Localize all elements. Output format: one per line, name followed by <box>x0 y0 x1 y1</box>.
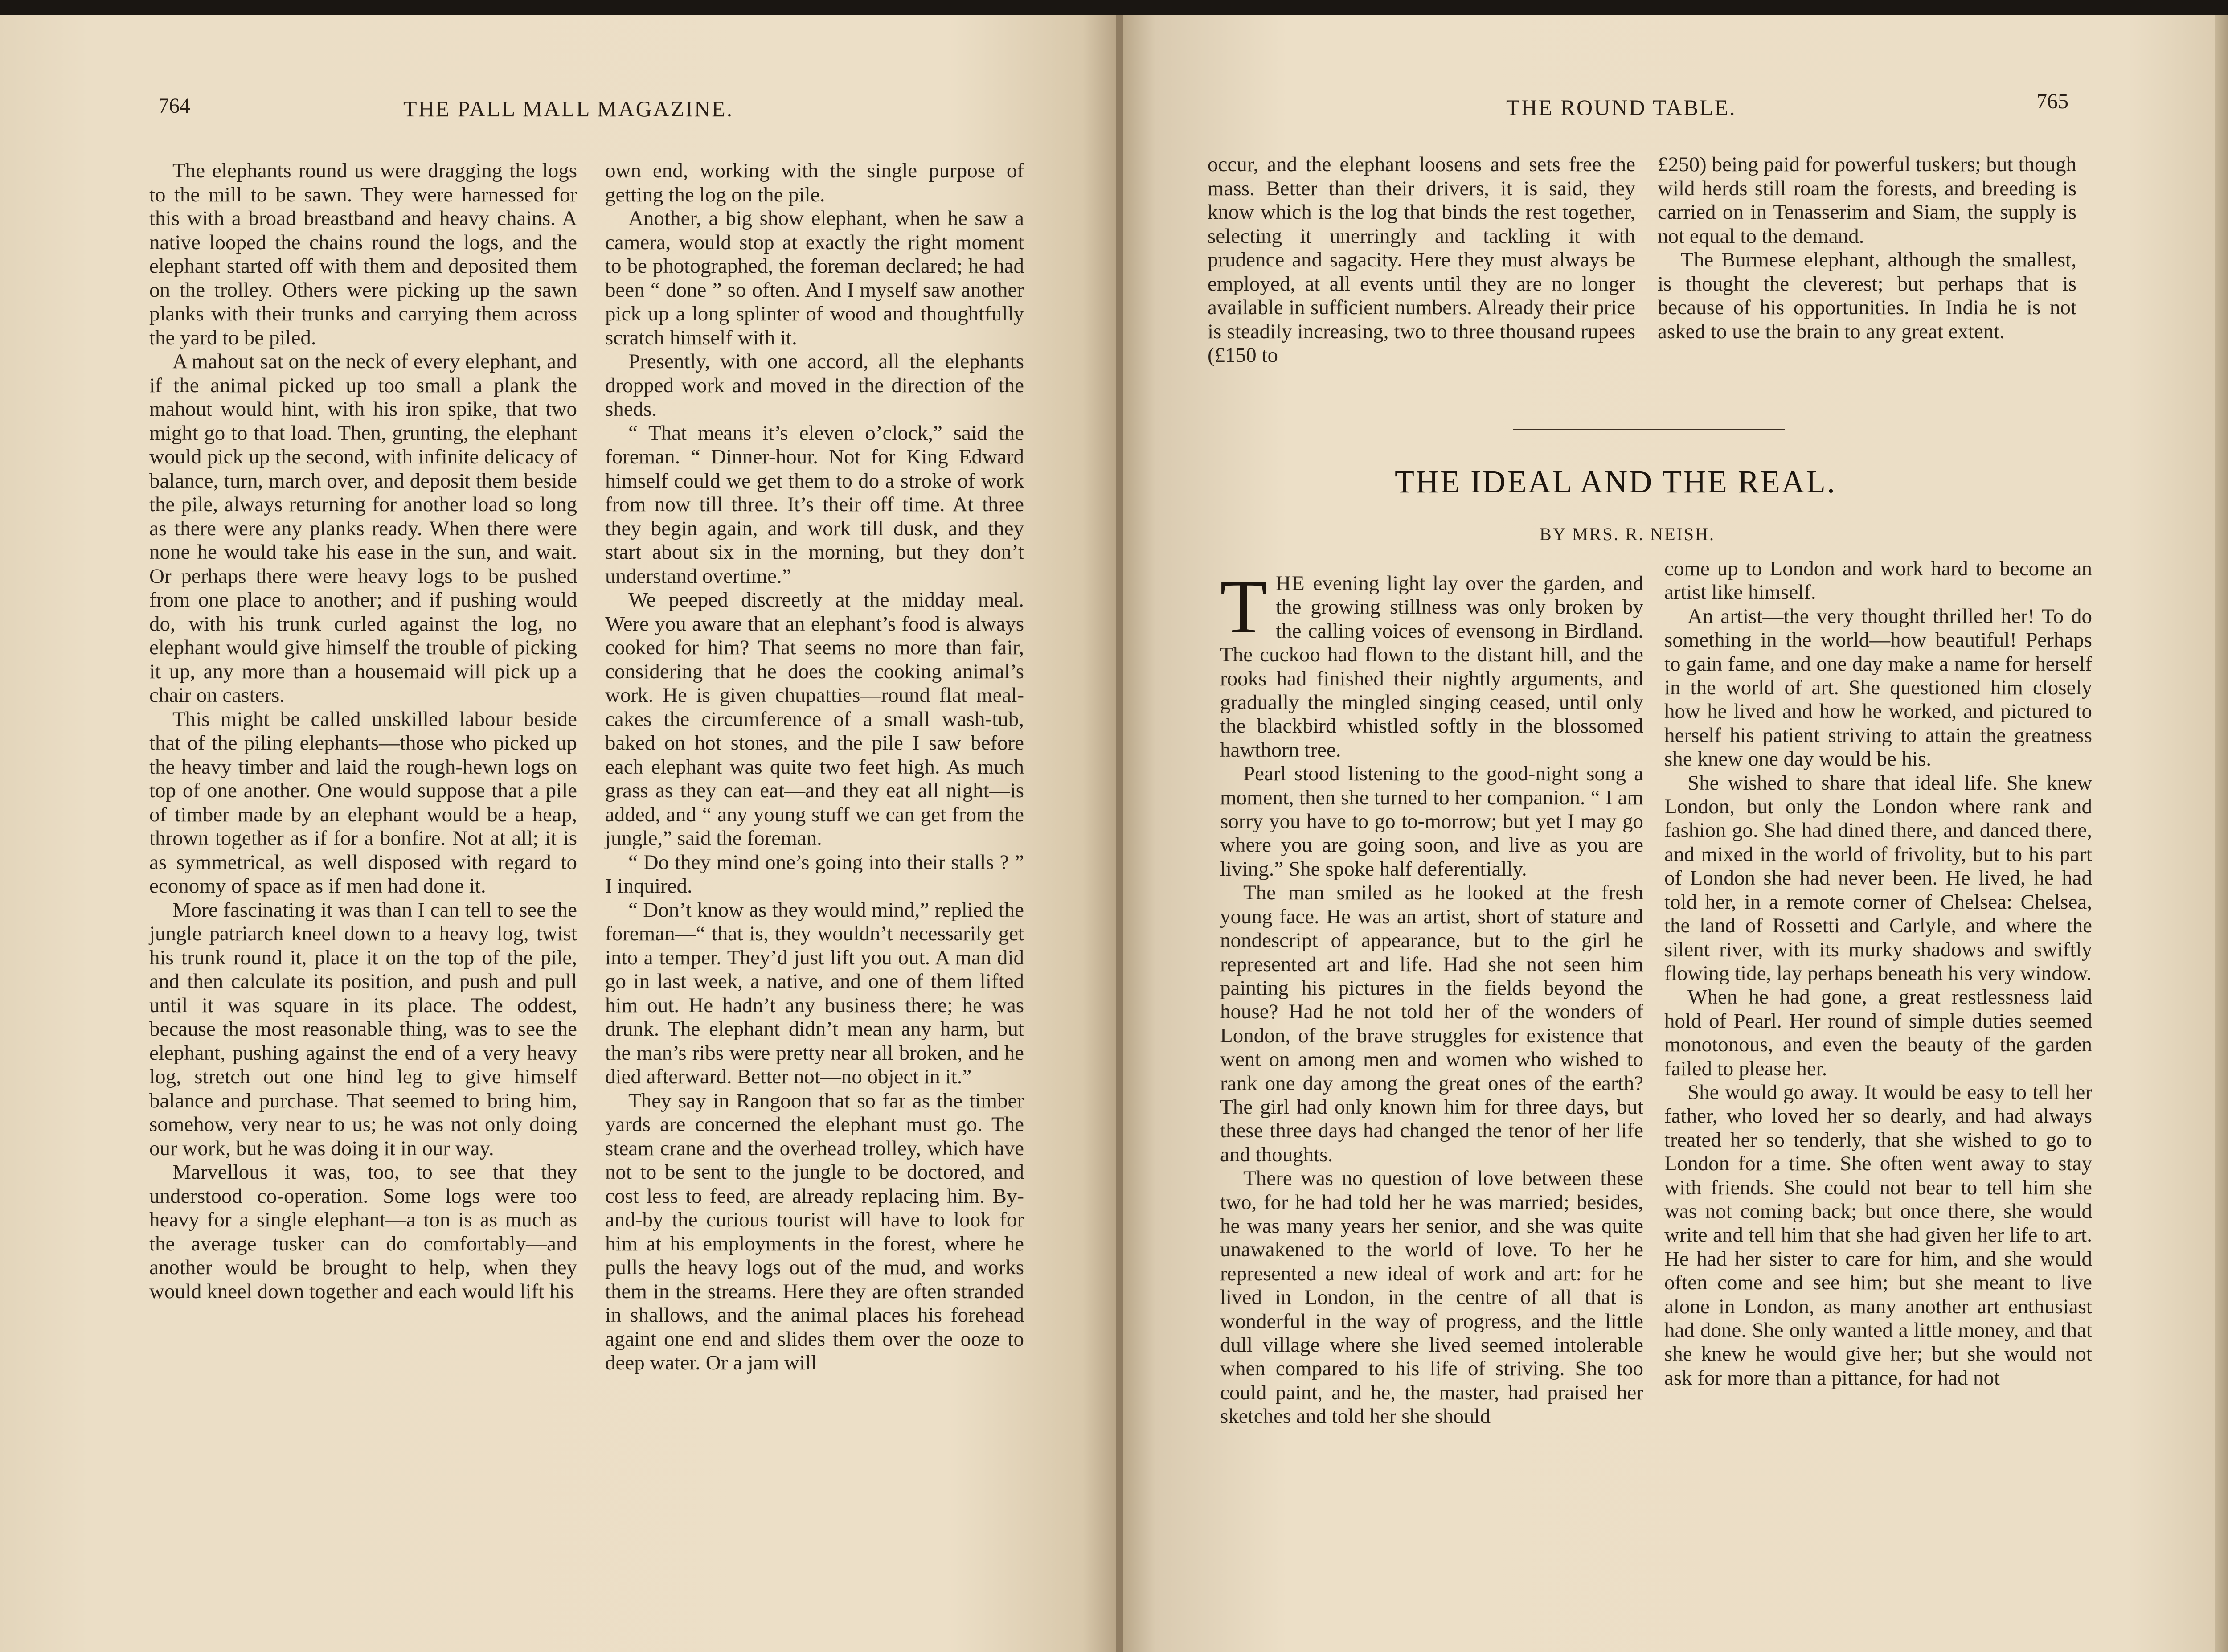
paragraph <box>1220 565 1643 762</box>
paragraph: More fascinating it was than I can tell to see the jungle patriarch kneel down to a heavy log, twist his trunk round it, place it on the top of the pile, and then calculate its position, and push and pull until it was square in its place. The oddest, because the most reasonable thing, was to see the elephant, pushing against the end of a very heavy log, stretch out one hind leg to give himself balance and purchase. That seemed to bring him, somehow, very near to us; he was not only doing our work, but he was doing it in our way. <box>149 898 577 1160</box>
book-spine <box>1116 15 1123 1652</box>
paragraph: Marvellous it was, too, to see that they understood co-operation. Some logs were too heavy for a single elephant—a ton is as much as the average tusker can do comfortably—and another would be brought to help, when they would kneel down together and each would lift his <box>149 1160 577 1303</box>
paragraph: An artist—the very thought thrilled her! To do something in the world—how beautiful! Perhaps to gain fame, and one day make a name for herself in the world of art. She questioned him closely how he lived and how he worked, and pictured to herself his patient striving to attain the greatness she knew one day would be his. <box>1664 604 2092 771</box>
paragraph: This might be called unskilled labour beside that of the piling elephants—those who picked up the heavy timber and laid the rough-hewn logs on top of one another. One would suppose that a pile of timber made by an elephant would be a heap, thrown together as if for a bonfire. Not at all; it is as symmetrical, as well disposed with regard to economy of space as if men had done it. <box>149 707 577 898</box>
paragraph: The Burmese elephant, although the smallest, is thought the cleverest; but perhaps that is because of his opportunities. In India he is not asked to use the brain to any great extent. <box>1658 248 2076 343</box>
right-column-1 <box>1208 153 1635 368</box>
drop-cap: T <box>1220 565 1267 649</box>
article-column-1 <box>1220 565 1643 1429</box>
paragraph: Another, a big show elephant, when he saw a camera, would stop at exactly the right moment to be photographed, the foreman declared; he had been “ done ” so often. And I myself saw another pick up a long splinter of wood and thoughtfully scratch himself with it. <box>605 207 1024 349</box>
paragraph: They say in Rangoon that so far as the timber yards are concerned the elephant must go. The steam crane and the overhead trolley, which have not to be sent to the jungle to be doctored, and cost less to feed, are already replacing him. By-and-by the curious tourist will have to look for him at his employments in the forest, where he pulls the heavy logs out of the mud, and works them in the streams. Here they are often stranded in shallows, and the animal places his forehead againt one end and slides them over the ooze to deep water. Or a jam will <box>605 1089 1024 1374</box>
left-page-number: 764 <box>158 94 190 118</box>
first-word-rest: HE <box>1276 572 1306 595</box>
right-page-number: 765 <box>2036 90 2068 113</box>
right-column-2 <box>1658 153 2076 344</box>
paragraph-text: evening light lay over the garden, and the growing stillness was only broken by the calling voices of evensong in Birdland. The cuckoo had flown to the distant hill, and the rooks had finished their nightly arguments, and gradually the mingled singing ceased, until only the blackbird whistled softly in the blossomed hawthorn tree. <box>1220 572 1643 762</box>
page-edge-shadow <box>2215 15 2228 1652</box>
paragraph: The man smiled as he looked at the fresh young face. He was an artist, short of stature and nondescript of appearance, but to the girl he represented art and life. Had she not seen him painting his pictures in the fields beyond the house? Had he not told her of the wonders of London, of the brave struggles for existence that went on among men and women who wished to rank one day among the great ones of the earth? The girl had only known him for three days, but these three days had changed the tenor of her life and thoughts. <box>1220 881 1643 1166</box>
section-divider <box>1513 429 1785 430</box>
paragraph: £250) being paid for powerful tuskers; but though wild herds still roam the forests, and breeding is carried on in Tenasserim and Siam, the supply is not equal to the demand. <box>1658 153 2076 248</box>
paragraph: There was no question of love between these two, for he had told her he was married; besides, he was many years her senior, and she was quite unawakened to the world of love. To her he represented a new ideal of work and art: for he lived in London, in the centre of all that is wonderful in the way of progress, and the little dull village where she lived seemed intolerable when compared to his life of striving. She too could paint, and he, the master, had praised her sketches and told her she should <box>1220 1167 1643 1428</box>
paragraph: Pearl stood listening to the good-night song a moment, then she turned to her companion. “ I am sorry you have to go to-morrow; but yet I may go where you are going soon, and live as you are living.” She spoke half deferentially. <box>1220 762 1643 881</box>
article-byline: BY MRS. R. NEISH. <box>1540 524 1716 544</box>
left-column-2 <box>605 159 1024 1375</box>
left-running-head: THE PALL MALL MAGAZINE. <box>403 96 734 121</box>
paragraph: A mahout sat on the neck of every elephant, and if the animal picked up too small a plank the mahout would hint, with his iron spike, that two might go to that load. Then, grunting, the elephant would pick up the second, with infinite delicacy of balance, turn, march over, and deposit them beside the pile, always returning for another load so long as there were any planks ready. When there were none he would take his ease in the sun, and wait. Or perhaps there were heavy logs to be pushed from one place to another; and if pushing would do, with his trunk curled against the log, no elephant would give himself the trouble of picking it up, any more than a housemaid will pick up a chair on casters. <box>149 350 577 707</box>
paragraph: She wished to share that ideal life. She knew London, but only the London where rank and fashion go. She had dined there, and danced there, and mixed in the world of frivolity, but to his part of London she had never been. He lived, he had told her, in a remote corner of Chelsea: Chelsea, the land of Rossetti and Carlyle, and where the silent river, with its murky shadows and swiftly flowing tide, lay perhaps beneath his very window. <box>1664 771 2092 985</box>
paragraph: occur, and the elephant loosens and sets free the mass. Better than their drivers, it is said, they know which is the log that binds the rest together, selecting it unerringly and tackling it with prudence and sagacity. Here they must always be employed, at all events until they are no longer available in sufficient numbers. Already their price is steadily increasing, two to three thousand rupees (£150 to <box>1208 153 1635 367</box>
paragraph: “ Do they mind one’s going into their stalls ? ” I inquired. <box>605 850 1024 898</box>
paragraph: When he had gone, a great restlessness laid hold of Pearl. Her round of simple duties seemed monotonous, and even the beauty of the garden failed to please her. <box>1664 985 2092 1080</box>
paragraph: We peeped discreetly at the midday meal. Were you aware that an elephant’s food is always cooked for him? That seems no more than fair, considering that he does the cooking animal’s work. He is given chupatties—round flat meal-cakes the circumference of a small wash-tub, baked on hot stones, and the pile I saw before each elephant was quite two feet high. As much grass as they can eat—and they eat all night—is added, and “ any young stuff we can get from the jungle,” said the foreman. <box>605 588 1024 850</box>
paragraph: “ That means it’s eleven o’clock,” said the foreman. “ Dinner-hour. Not for King Edward himself could we get them to do a stroke of work from now till three. It’s their off time. At three they begin again, and work till dusk, and they start about six in the morning, but they don’t understand overtime.” <box>605 421 1024 588</box>
left-column-1 <box>149 159 577 1304</box>
paragraph: The elephants round us were dragging the logs to the mill to be sawn. They were harnessed for this with a broad breastband and heavy chains. A native looped the chains round the logs, and the elephant started off with them and deposited them on the trolley. Others were picking up the sawn planks with their trunks and carrying them across the yard to be piled. <box>149 159 577 349</box>
paragraph: come up to London and work hard to become an artist like himself. <box>1664 557 2092 604</box>
scan-top-edge <box>0 0 2228 15</box>
article-column-2 <box>1664 557 2092 1390</box>
paragraph: She would go away. It would be easy to tell her father, who loved her so dearly, and had always treated her so tenderly, that she wished to go to London for a time. She often went away to stay with friends. She could not bear to tell him she was not coming back; but once there, she would write and tell him that she had given her life to art. He had her sister to care for him, and she would often come and see him; but she meant to live alone in London, as many another art enthusiast had done. She only wanted a little money, and that she knew he would give her; but she would not ask for more than a pittance, for had not <box>1664 1080 2092 1390</box>
right-running-head: THE ROUND TABLE. <box>1506 95 1737 120</box>
article-title: THE IDEAL AND THE REAL. <box>1395 464 1836 500</box>
paragraph: Presently, with one accord, all the elephants dropped work and moved in the direction of the sheds. <box>605 350 1024 421</box>
paragraph: own end, working with the single purpose of getting the log on the pile. <box>605 159 1024 206</box>
paragraph: “ Don’t know as they would mind,” replied the foreman—“ that is, they wouldn’t necessarily get into a temper. They’d just lift you out. A man did go in last week, a native, and one of them lifted him out. He hadn’t any business there; he was drunk. The elephant didn’t mean any harm, but the man’s ribs were pretty near all broken, and he died afterward. Better not—no object in it.” <box>605 898 1024 1088</box>
